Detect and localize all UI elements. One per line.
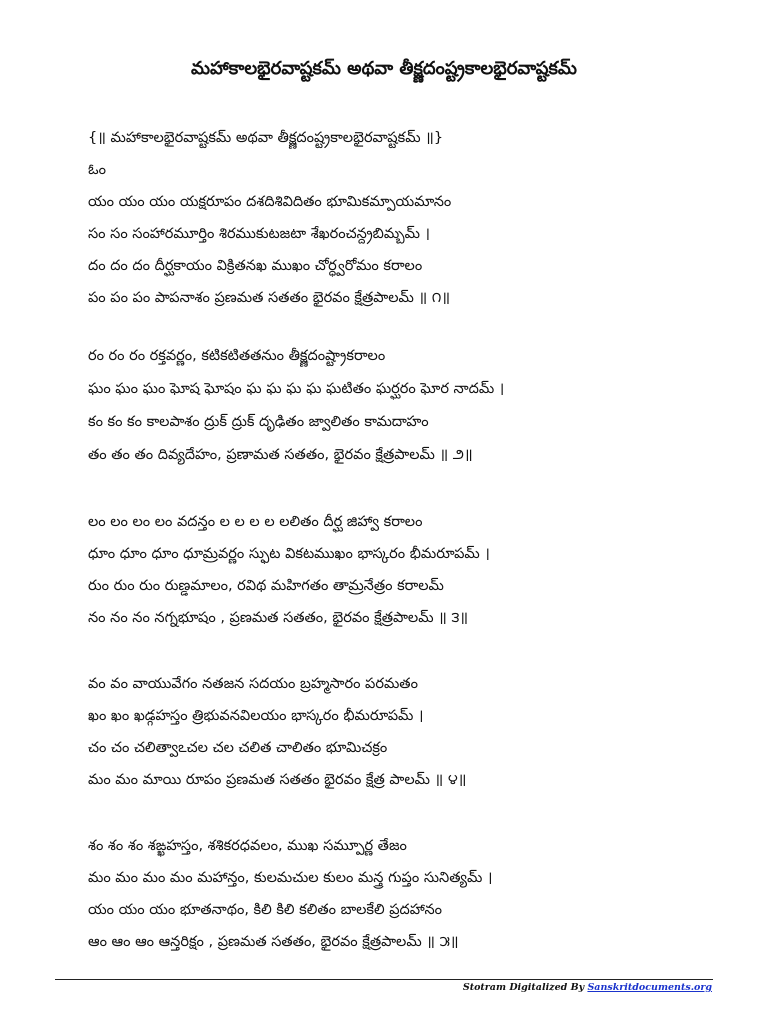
verse-line: మం మం మం మం మహాన్తం, కులమచుల కులం మన్త్ర గుప్తం సునిత్యమ్ ।: [88, 870, 493, 886]
verse-line: కం కం కం కాలపాశం ద్రుక్ ద్రుక్ దృఢితం జ్వాలితం కామదాహం: [88, 414, 429, 430]
verse-line: పం పం పం పాపనాశం ప్రణమత సతతం భైరవం క్షేత్రపాలమ్ ॥ ౧॥: [88, 290, 451, 306]
footer-credit: [463, 982, 712, 993]
verse-line: రుం రుం రుం రుణ్డమాలం, రవిథ మహిగతం తామ్రనేత్రం కరాలమ్: [88, 578, 444, 594]
verse-line: యం యం యం భూతనాథం, కిలి కిలి కలితం బాలకేలి ప్రదహానం: [88, 902, 442, 918]
verse-line: సం సం సంహారమూర్తిం శిరముకుటజటా శేఖరంచన్ద్రబిమ్బమ్ ।: [88, 226, 431, 242]
footer-prefix: Stotram Digitalized By: [462, 982, 588, 993]
om-line: ఓం: [88, 162, 106, 178]
verse-line: దం దం దం దీర్ఘకాయం విక్రితనఖ ముఖం చోర్ధ్వరోమం కరాలం: [88, 258, 423, 274]
verse-line: యం యం యం యక్షరూపం దశదిశివిదితం భూమికమ్పాయమానం: [88, 194, 452, 210]
verse-line: శం శం శం శఙ్ఖహస్తం, శశికరధవలం, ముఖ సమ్పూర్ణ తేజం: [88, 838, 407, 854]
verse-line: నం నం నం నగ్నభూషం , ప్రణమత సతతం, భైరవం క్షేత్రపాలమ్ ॥ ౩॥: [88, 610, 469, 626]
verse-line: మం మం మాయి రూపం ప్రణమత సతతం భైరవం క్షేత్ర పాలమ్ ॥ ౪॥: [88, 772, 467, 788]
verse-line: వం వం వాయువేగం నతజన సదయం బ్రహ్మసారం పరమతం: [88, 676, 418, 692]
footer-divider: [55, 979, 713, 980]
verse-line: రం రం రం రక్తవర్ణం, కటికటితతనుం తీక్ష్ణదంష్ట్రాకరాలం: [88, 348, 386, 364]
sanskritdocuments-link[interactable]: Sanskritdocuments.org: [587, 982, 712, 993]
verse-line: ఘం ఘం ఘం ఘోష ఘోషం ఘ ఘ ఘ ఘ ఘటితం ఘర్ఘరం ఘోర నాదమ్ ।: [88, 381, 505, 397]
verse-line: ఖం ఖం ఖడ్గహస్తం త్రిభువనవిలయం భాస్కరం భీమరూపమ్ ।: [88, 708, 424, 724]
page-title: మహాకాలభైరవాష్టకమ్ అథవా తీక్ష్ణదంష్ట్రకాలభైరవాష్టకమ్: [191, 58, 577, 79]
heading-line: {॥ మహాకాలభైరవాష్టకమ్ అథవా తీక్ష్ణదంష్ట్రకాలభైరవాష్టకమ్ ॥}: [88, 130, 444, 146]
verse-line: లం లం లం లం వదన్తం ల ల ల ల లలితం దీర్ఘ జిహ్వా కరాలం: [88, 514, 423, 530]
verse-line: చం చం చలిత్వాఽచల చల చలిత చాలితం భూమిచక్రం: [88, 740, 388, 756]
verse-line: ఆం ఆం ఆం ఆన్తరిక్షం , ప్రణమత సతతం, భైరవం క్షేత్రపాలమ్ ॥ ౫॥: [88, 934, 459, 950]
verse-line: తం తం తం దివ్యదేహం, ప్రణామత సతతం, భైరవం క్షేత్రపాలమ్ ॥ ౨॥: [88, 447, 473, 463]
verse-line: ధూం ధూం ధూం ధూమ్రవర్ణం స్ఫుట వికటముఖం భాస్కరం భీమరూపమ్ ।: [88, 546, 490, 562]
